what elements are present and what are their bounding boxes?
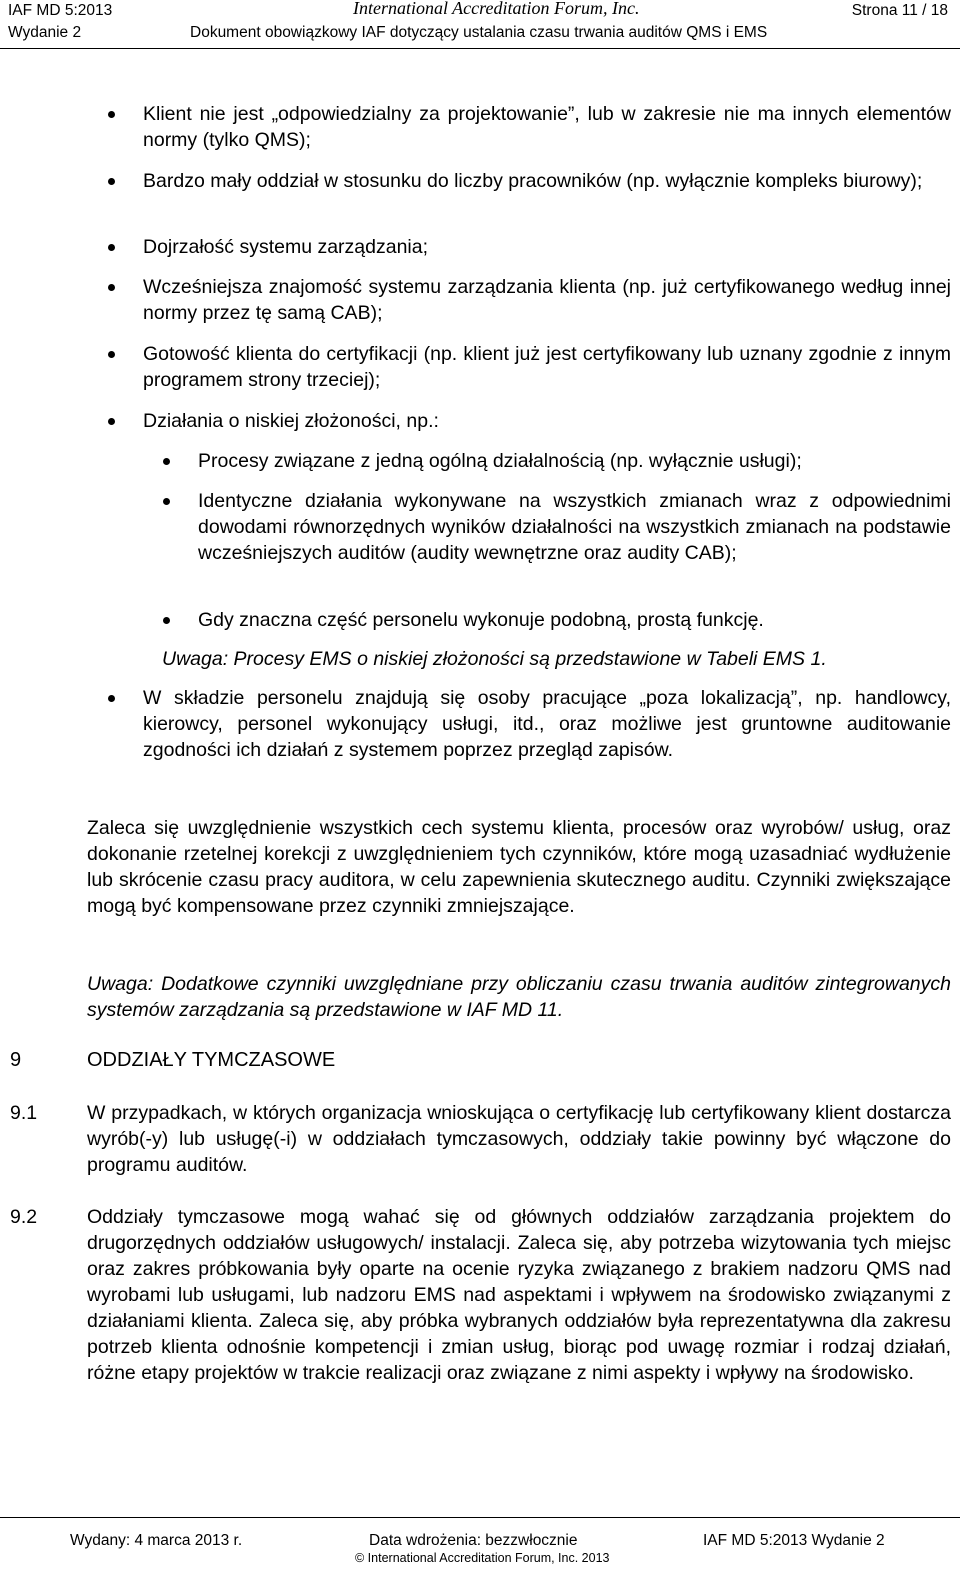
section-number: 9 <box>10 1049 22 1071</box>
footer-issued: Wydany: 4 marca 2013 r. <box>70 1532 243 1549</box>
list-item: Klient nie jest „odpowiedzialny za projektowanie”, lub w zakresie nie ma innych elementów normy (tylko QMS); <box>143 103 951 151</box>
header-document-title: Dokument obowiązkowy IAF dotyczący ustalania czasu trwania auditów QMS i EMS <box>190 24 768 41</box>
list-item: Wcześniejsza znajomość systemu zarządzania klienta (np. już certyfikowanego według innej normy przez tę samą CAB); <box>143 276 951 324</box>
list-item: Bardzo mały oddział w stosunku do liczby pracowników (np. wyłącznie kompleks biurowy); <box>143 170 923 192</box>
sub-list-item: Procesy związane z jedną ogólną działalnością (np. wyłącznie usługi); <box>198 450 802 472</box>
header-doc-id: IAF MD 5:2013 <box>8 2 113 19</box>
clause-text: W przypadkach, w których organizacja wnioskująca o certyfikację lub certyfikowany klient dostarcza wyrób(-y) lub usługę(-i) w oddziałach tymczasowych, oddziały takie powinny być włączone do programu auditów. <box>87 1102 951 1176</box>
header-page-number: Strona 11 / 18 <box>851 2 948 19</box>
paragraph-recommendation: Zaleca się uwzględnienie wszystkich cech systemu klienta, procesów oraz wyrobów/ usług, oraz dokonanie rzetelnej korekcji z uwzględnieniem tych czynników, które mogą uzasadniać wydłużenie lub skrócenie czasu pracy auditora, w celu zapewnienia skutecznego auditu. Czynniki zwiększające mogą być kompensowane przez czynniki zmniejszające. <box>87 817 951 917</box>
bullet-icon <box>108 418 115 425</box>
list-item: Gotowość klienta do certyfikacji (np. klient już jest certyfikowany lub uznany zgodnie z innym programem strony trzeciej); <box>143 343 951 391</box>
bullet-icon <box>108 695 115 702</box>
header-organization: International Accreditation Forum, Inc. <box>353 0 640 18</box>
list-item: W składzie personelu znajdują się osoby pracujące „poza lokalizacją”, np. handlowcy, kierowcy, personel wykonujący usługi, itd., oraz możliwe jest gruntowne auditowanie zgodności ich działań z systemem poprzez przegląd zapisów. <box>143 687 951 761</box>
bullet-icon <box>163 458 170 465</box>
footer-doc-ref: IAF MD 5:2013 Wydanie 2 <box>703 1532 885 1549</box>
bullet-icon <box>108 111 115 118</box>
footer-rule <box>0 1517 960 1518</box>
clause-number: 9.1 <box>10 1102 38 1124</box>
note-ems: Uwaga: Procesy EMS o niskiej złożoności są przedstawione w Tabeli EMS 1. <box>162 648 827 670</box>
header-issue: Wydanie 2 <box>8 24 82 41</box>
clause-text: Oddziały tymczasowe mogą wahać się od głównych oddziałów zarządzania projektem do drugorzędnych oddziałów usługowych/ instalacji. Zaleca się, aby potrzeba wizytowania tych miejsc oraz zakres próbkowania były oparte na ocenie ryzyka związanego z brakiem nadzoru QMS nad wyrobami lub usługami, lub nadzoru EMS nad aspektami i wpływem na środowisko związanymi z działaniami klienta. Zaleca się, aby próbka wybranych oddziałów była reprezentatywna dla zakresu potrzeb klienta odnośnie kompetencji i zmian usług, biorąc pod uwagę rozmiar i rodzaj działań, różne etapy projektów w trakcie realizacji oraz związane z nimi aspekty i wpływy na środowisko. <box>87 1206 951 1384</box>
bullet-icon <box>163 498 170 505</box>
bullet-icon <box>108 284 115 291</box>
clause-number: 9.2 <box>10 1206 38 1228</box>
footer-copyright: © International Accreditation Forum, Inc. 2013 <box>355 1551 610 1565</box>
bullet-icon <box>108 178 115 185</box>
sub-list-item: Gdy znaczna część personelu wykonuje podobną, prostą funkcję. <box>198 609 764 631</box>
list-item: Dojrzałość systemu zarządzania; <box>143 236 429 258</box>
list-item: Działania o niskiej złożoności, np.: <box>143 410 439 432</box>
header-rule <box>0 48 960 49</box>
bullet-icon <box>108 351 115 358</box>
sub-list-item: Identyczne działania wykonywane na wszystkich zmianach wraz z odpowiednimi dowodami równorzędnych wyników działalności na wszystkich zmianach na podstawie wcześniejszych auditów (audity wewnętrzne oraz audity CAB); <box>198 490 951 564</box>
section-title: ODDZIAŁY TYMCZASOWE <box>87 1049 336 1071</box>
bullet-icon <box>163 617 170 624</box>
note-integrated-systems: Uwaga: Dodatkowe czynniki uwzględniane przy obliczaniu czasu trwania auditów zintegrowanych systemów zarządzania są przedstawione w IAF MD 11. <box>87 973 951 1021</box>
footer-effective-date: Data wdrożenia: bezzwłocznie <box>369 1532 578 1549</box>
bullet-icon <box>108 244 115 251</box>
